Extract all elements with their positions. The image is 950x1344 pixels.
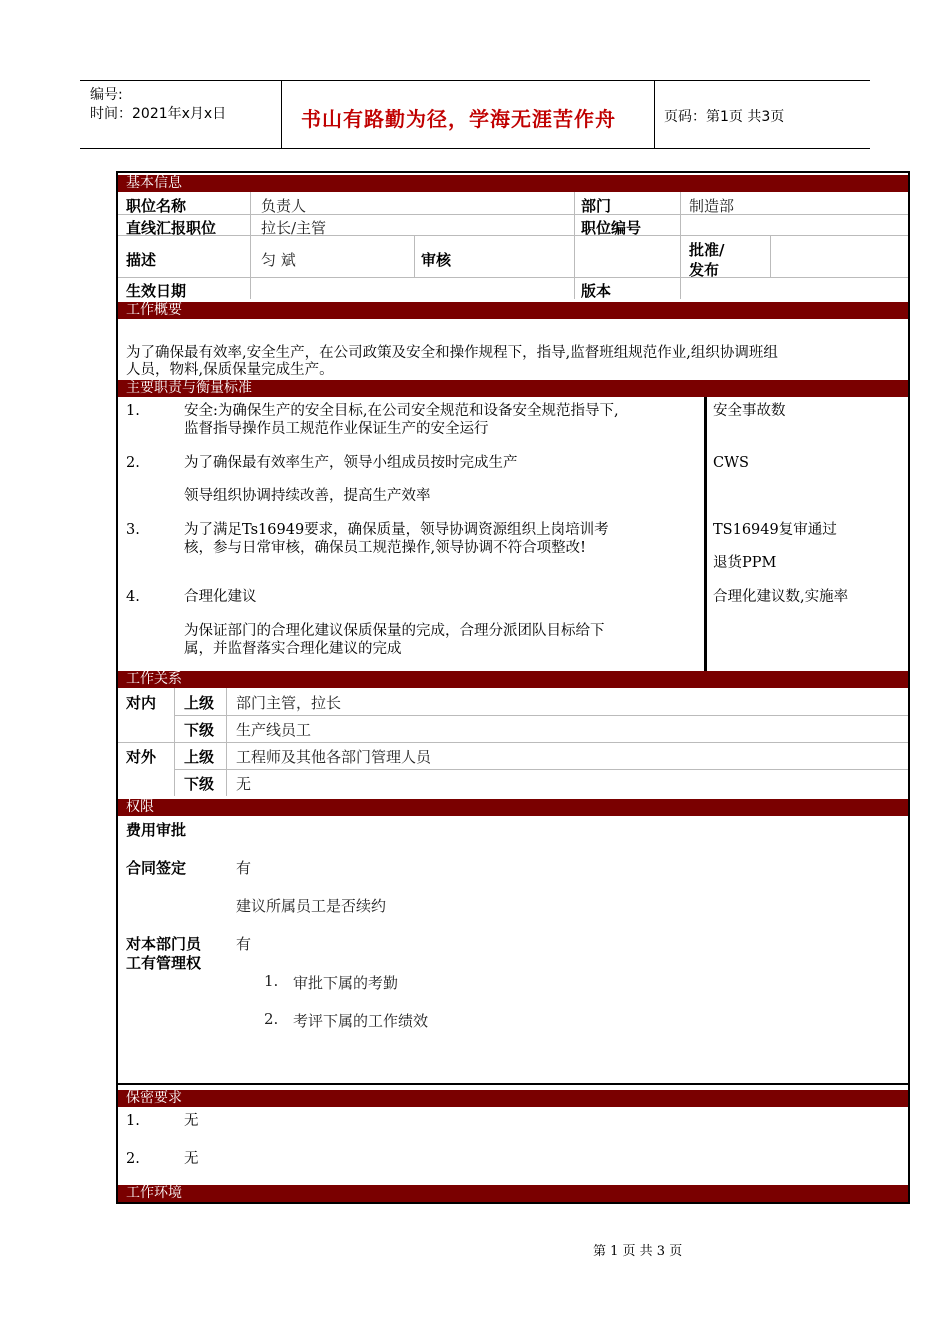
- relation-value: 工程师及其他各部门管理人员: [236, 748, 432, 766]
- approve-label-line1: 批准/: [689, 241, 725, 259]
- relation-value: 部门主管，拉长: [236, 694, 342, 712]
- version-label: 版本: [581, 282, 612, 300]
- confidential-text: 无: [184, 1113, 199, 1129]
- duty-text: 核，参与日常审核，确保员工规范操作,领导协调不符合项整改!: [184, 540, 586, 556]
- staff-authority-value: 有: [236, 935, 252, 953]
- relation-level: 上级: [184, 748, 215, 766]
- department-value: 制造部: [689, 197, 735, 215]
- effective-date-label: 生效日期: [126, 282, 187, 300]
- grid-line: [680, 192, 681, 299]
- relation-level: 下级: [184, 721, 215, 739]
- staff-item-number: 1.: [264, 972, 279, 990]
- section-basic-info: 基本信息: [118, 175, 908, 192]
- relation-level: 下级: [184, 775, 215, 793]
- grid-line: [118, 277, 908, 278]
- internal-label: 对内: [126, 694, 157, 712]
- measure-item: 安全事故数: [713, 403, 786, 419]
- external-label: 对外: [126, 748, 157, 766]
- job-title-value: 负责人: [261, 197, 307, 215]
- header-time-label: 时间：2021年x月x日: [90, 106, 227, 122]
- confidential-number: 1.: [126, 1113, 140, 1129]
- duty-number: 1.: [126, 403, 140, 419]
- grid-line: [118, 742, 908, 743]
- duty-text: 领导组织协调持续改善，提高生产效率: [184, 488, 431, 504]
- duty-number: 4.: [126, 589, 140, 605]
- section-environment: 工作环境: [118, 1185, 908, 1202]
- duties-divider: [704, 397, 707, 671]
- grid-line: [118, 235, 908, 236]
- section-confidential: 保密要求: [118, 1090, 908, 1107]
- measure-item: CWS: [713, 455, 749, 471]
- section-relations: 工作关系: [118, 671, 908, 688]
- grid-line: [574, 192, 575, 299]
- authority-bottom-rule: [118, 1083, 908, 1085]
- section-authority: 权限: [118, 799, 908, 816]
- section-overview: 工作概要: [118, 302, 908, 319]
- grid-line: [250, 192, 251, 299]
- duty-text: 为保证部门的合理化建议保质保量的完成，合理分派团队目标给下: [184, 623, 605, 639]
- staff-item-text: 审批下属的考勤: [293, 974, 399, 992]
- measure-item: 退货PPM: [713, 555, 777, 571]
- duty-text: 属，并监督落实合理化建议的完成: [184, 641, 402, 657]
- grid-line: [174, 715, 908, 716]
- header-bottom-rule: [80, 148, 870, 149]
- duty-text: 为了确保最有效率生产，领导小组成员按时完成生产: [184, 455, 518, 471]
- staff-authority-label-line2: 工有管理权: [126, 954, 202, 972]
- position-code-label: 职位编号: [581, 219, 642, 237]
- review-label: 审核: [421, 251, 452, 269]
- grid-line: [414, 235, 415, 277]
- grid-line: [770, 235, 771, 277]
- job-description-form: [116, 171, 910, 1204]
- measure-item: TS16949复审通过: [713, 522, 837, 538]
- header-code-label: 编号:: [90, 87, 123, 103]
- header-top-rule: [80, 80, 870, 81]
- relation-level: 上级: [184, 694, 215, 712]
- duty-number: 2.: [126, 455, 140, 471]
- measure-item: 合理化建议数,实施率: [713, 589, 849, 605]
- department-label: 部门: [581, 197, 612, 215]
- contract-label: 合同签定: [126, 859, 187, 877]
- confidential-number: 2.: [126, 1151, 140, 1167]
- overview-line-2: 人员，物料,保质保量完成生产。: [126, 362, 334, 378]
- grid-line: [174, 769, 908, 770]
- duty-text: 合理化建议: [184, 589, 257, 605]
- header-page-label: 页码：第1页 共3页: [664, 109, 785, 125]
- header-motto: 书山有路勤为径，学海无涯苦作舟: [301, 107, 616, 131]
- job-title-label: 职位名称: [126, 197, 187, 215]
- staff-authority-label-line1: 对本部门员: [126, 935, 202, 953]
- header-divider-left: [281, 80, 282, 149]
- grid-line: [118, 214, 908, 215]
- footer-page-number: 第 1 页 共 3 页: [593, 1244, 683, 1259]
- duty-text: 为了满足Ts16949要求，确保质量，领导协调资源组织上岗培训考: [184, 522, 609, 538]
- header-divider-right: [654, 80, 655, 149]
- report-to-value: 拉长/主管: [261, 219, 327, 237]
- duty-text: 监督指导操作员工规范作业保证生产的安全运行: [184, 421, 489, 437]
- staff-item-text: 考评下属的工作绩效: [293, 1012, 429, 1030]
- relation-value: 无: [236, 775, 252, 793]
- relation-value: 生产线员工: [236, 721, 312, 739]
- description-value: 匀 斌: [261, 251, 296, 269]
- confidential-text: 无: [184, 1151, 199, 1167]
- contract-note: 建议所属员工是否续约: [236, 897, 387, 915]
- duty-number: 3.: [126, 522, 140, 538]
- overview-line-1: 为了确保最有效率,安全生产，在公司政策及安全和操作规程下，指导,监督班组规范作业,组织协调班组: [126, 345, 778, 361]
- staff-item-number: 2.: [264, 1010, 279, 1028]
- approve-label-line2: 发布: [689, 261, 720, 279]
- report-to-label: 直线汇报职位: [126, 219, 217, 237]
- duty-text: 安全:为确保生产的安全目标,在公司安全规范和设备安全规范指导下,: [184, 403, 619, 419]
- contract-value: 有: [236, 859, 252, 877]
- description-label: 描述: [126, 251, 157, 269]
- expense-approval-label: 费用审批: [126, 821, 187, 839]
- section-duties: 主要职责与衡量标准: [118, 380, 908, 397]
